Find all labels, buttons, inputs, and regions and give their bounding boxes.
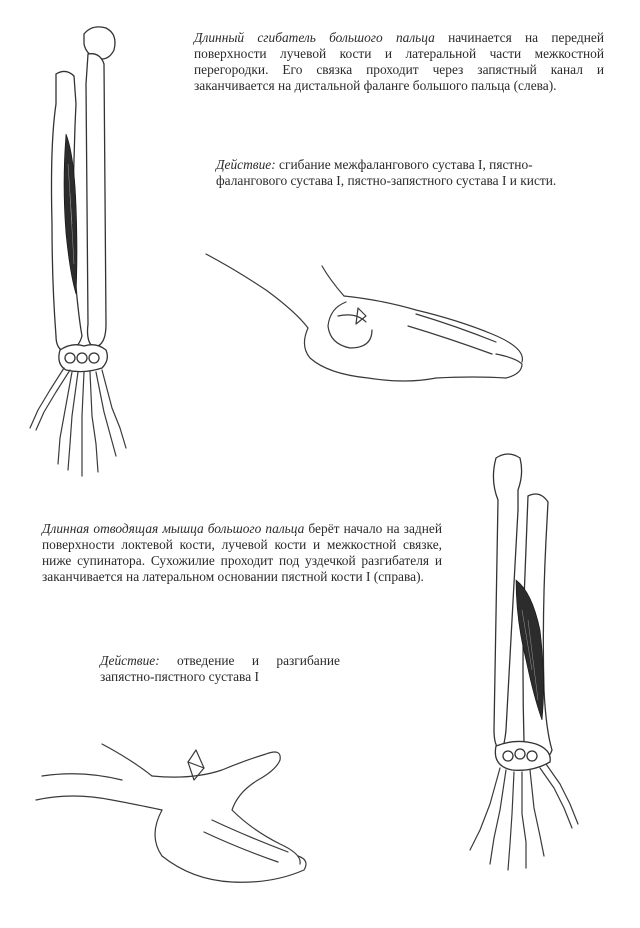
- hand-abduction-figure: [32, 740, 312, 890]
- abductor-name-part1: Длинная: [42, 521, 90, 536]
- flexor-action-label: Действие:: [216, 157, 276, 172]
- flexor-action: [216, 157, 598, 189]
- flexor-muscle-name: Длинный сгибатель большого пальца: [194, 30, 435, 45]
- abductor-action: [100, 653, 340, 685]
- flexor-description: [194, 30, 604, 94]
- abductor-description: [42, 521, 442, 585]
- flexor-description-text: начинается на передней поверхности лучевой кости и латеральной части межкостной перегородки. Его связка проходит через запястный канал и заканчивается на дистальной фаланге большого пальца (слева).: [194, 30, 604, 93]
- abductor-action-label: Действие:: [100, 653, 160, 668]
- hand-flexion-figure: [196, 250, 532, 390]
- left-forearm-skeleton-figure: [22, 24, 140, 484]
- abductor-description-text: берёт начало на задней поверхности локтевой кости, лучевой кости и межкостной связке, ниже супинатора. Сухожилие проходит под уздечкой разгибателя и заканчивается на латеральном основании пястной кости I (справа).: [42, 521, 442, 584]
- flexor-action-text: сгибание межфалангового сустава I, пястно-фалангового сустава I, пястно-запястного сустава I и кисти.: [216, 157, 557, 188]
- right-forearm-skeleton-figure: [456, 450, 586, 890]
- abductor-muscle-name: отводящая мышца большого пальца: [89, 521, 305, 536]
- abductor-action-text: отведение и разгибание запястно-пястного сустава I: [100, 653, 340, 684]
